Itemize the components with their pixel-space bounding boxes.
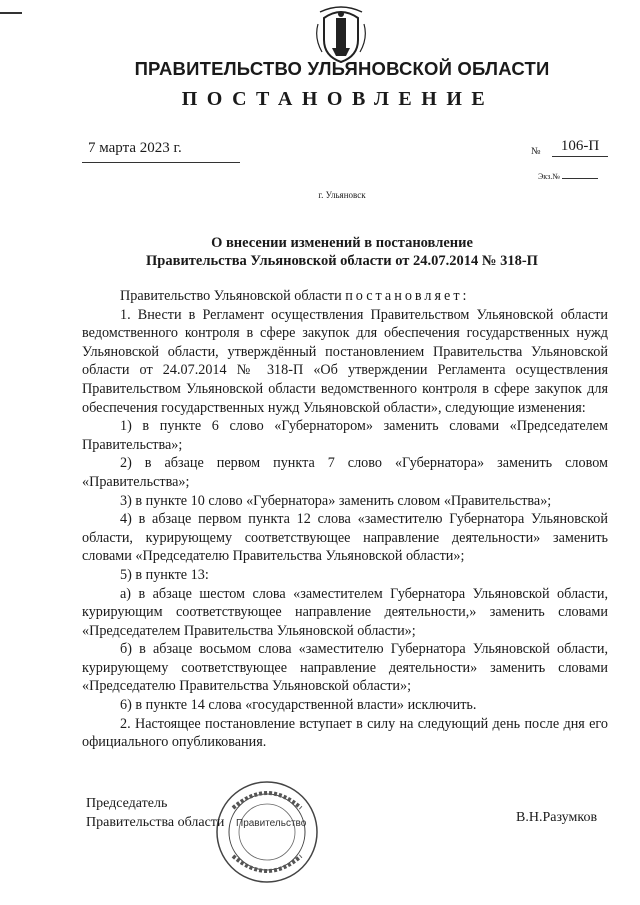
document-type: ПОСТАНОВЛЕНИЕ bbox=[181, 88, 495, 110]
position-line-1: Председатель bbox=[86, 796, 168, 811]
document-date: 7 марта 2023 г. bbox=[88, 140, 182, 156]
city: г. Ульяновск bbox=[318, 190, 366, 200]
copy-number bbox=[538, 172, 598, 181]
item-1: 1) в пункте 6 слово «Губернатором» заменить словами «Председателем Правительства»; bbox=[82, 418, 608, 453]
signatory-name: В.Н.Разумков bbox=[516, 810, 598, 825]
item-2: 2) в абзаце первом пункта 7 слово «Губернатора» заменить словом «Правительства»; bbox=[82, 455, 608, 490]
item-6: 6) в пункте 14 слова «государственной власти» исключить. bbox=[120, 697, 477, 714]
copy-label: Экз.№ bbox=[538, 172, 560, 181]
government-name: ПРАВИТЕЛЬСТВО УЛЬЯНОВСКОЙ ОБЛАСТИ bbox=[134, 58, 550, 79]
title-line-1: О внесении изменений в постановление bbox=[211, 235, 473, 251]
intro-paragraph bbox=[82, 287, 608, 306]
corner-mark bbox=[0, 12, 22, 14]
official-seal bbox=[213, 778, 321, 886]
position-line-2: Правительства области bbox=[86, 815, 225, 830]
date-underline bbox=[82, 162, 240, 163]
paragraph-2: 2. Настоящее постановление вступает в силу на следующий день после дня его официального опубликования. bbox=[82, 715, 608, 751]
paragraph-1: 1. Внести в Регламент осуществления Правительством Ульяновской области ведомственного контроля в сфере закупок для обеспечения государственных нужд Ульяновской области, утверждённый постановлением Правительства Ульяновской области от 24.07.2014 № 318-П «Об утверждении Регламента осуществления Правительством Ульяновской области ведомственного контроля в сфере закупок для обеспечения государственных нужд Ульяновской области», следующие изменения: bbox=[82, 306, 608, 416]
item-5: 5) в пункте 13: bbox=[120, 566, 209, 583]
signatory-position bbox=[86, 794, 224, 832]
document-body bbox=[82, 287, 608, 752]
seal-text: Правительство bbox=[236, 818, 307, 829]
item-4: 4) в абзаце первом пункта 12 слова «заместителю Губернатора Ульяновской области, курирующему соответствующее направление деятельности» заменить словами «Председателю Правительства Ульяновской области»; bbox=[82, 511, 608, 565]
item-3: 3) в пункте 10 слово «Губернатора» заменить словом «Правительства»; bbox=[120, 492, 552, 509]
copy-number-line bbox=[562, 178, 598, 179]
number-sign: № bbox=[531, 146, 541, 157]
coat-of-arms-emblem bbox=[314, 4, 368, 64]
intro-verb: постановляет: bbox=[345, 288, 470, 304]
item-5a: а) в абзаце шестом слова «заместителем Губернатора Ульяновской области, курирующим соответствующее направление деятельности,» заменить словами «Председателем Правительства Ульяновской области»; bbox=[82, 585, 608, 639]
item-5b: б) в абзаце восьмом слова «заместителю Губернатора Ульяновской области, курирующему соответствующее направление деятельности» заменить словами «Председателю Правительства Ульяновской области»; bbox=[82, 641, 608, 695]
title-line-2: Правительства Ульяновской области от 24.07.2014 № 318-П bbox=[146, 253, 538, 269]
document-title bbox=[0, 234, 640, 270]
document-number: 106-П bbox=[552, 136, 608, 157]
intro-prefix: Правительство Ульяновской области bbox=[120, 288, 346, 304]
